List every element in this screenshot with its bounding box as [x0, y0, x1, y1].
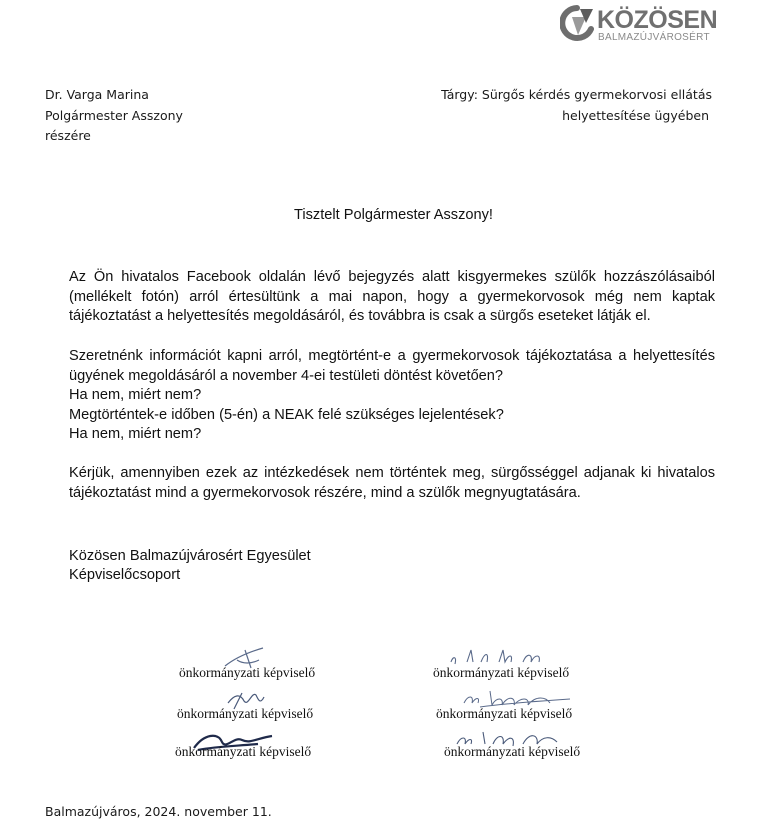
sender-organization: Közösen Balmazújvárosért Egyesület — [69, 548, 311, 564]
paragraph-1: Az Ön hivatalos Facebook oldalán lévő bejegyzés alatt kisgyermekes szülők hozzászólásaiból (mellékelt fotón) arról értesültünk a mai napon, hogy a gyermekorvosok még nem kaptak tájékoztatást a helyettesítés megoldásáról, és továbbra is csak a sürgős eseteket látják el. — [69, 269, 715, 324]
signature-block — [432, 640, 612, 685]
signature-block — [173, 724, 353, 769]
date-location: Balmazújváros, 2024. november 11. — [45, 804, 272, 819]
signature-caption: önkormányzati képviselő — [179, 665, 316, 680]
paragraph-3: Kérjük, amennyiben ezek az intézkedések nem történtek meg, sürgősséggel adjanak ki hivatalos tájékoztatást mind a gyermekorvosok részére, mind a szülők megnyugtatására. — [69, 465, 715, 501]
addressee-note: részére — [45, 128, 91, 143]
question-3: Ha nem, miért nem? — [69, 426, 202, 442]
signature-block — [175, 640, 355, 685]
salutation: Tisztelt Polgármester Asszony! — [294, 207, 493, 223]
signature-caption: önkormányzati képviselő — [175, 744, 312, 759]
addressee-title: Polgármester Asszony — [45, 107, 183, 123]
signature-block — [175, 683, 355, 728]
question-1: Ha nem, miért nem? — [69, 387, 202, 403]
signature-block — [443, 724, 623, 769]
signature-caption: önkormányzati képviselő — [177, 706, 314, 721]
addressee-block — [45, 87, 183, 149]
signature-block — [435, 683, 615, 728]
question-2: Megtörténtek-e időben (5-én) a NEAK felé szükséges lejelentések? — [69, 407, 504, 423]
sender-group: Képviselőcsoport — [69, 567, 181, 583]
addressee-name: Dr. Varga Marina — [45, 87, 149, 102]
logo-mark-icon — [560, 5, 594, 43]
subject-line-1: Tárgy: Sürgős kérdés gyermekorvosi ellátás — [441, 87, 712, 102]
signature-caption: önkormányzati képviselő — [444, 744, 581, 759]
logo-name: KÖZÖSEN — [597, 6, 718, 34]
signature-caption: önkormányzati képviselő — [436, 706, 573, 721]
logo-subtitle: BALMAZÚJVÁROSÉRT — [598, 32, 710, 43]
signature-caption: önkormányzati képviselő — [433, 665, 570, 680]
paragraph-2: Szeretnénk információt kapni arról, megtörtént-e a gyermekorvosok tájékoztatása a helyettesítés ügyének megoldásáról a november 4-ei testületi döntést követően? — [69, 348, 715, 384]
subject-line-2: helyettesítése ügyében — [562, 107, 709, 123]
organization-logo — [560, 5, 760, 45]
subject-block — [441, 87, 712, 128]
